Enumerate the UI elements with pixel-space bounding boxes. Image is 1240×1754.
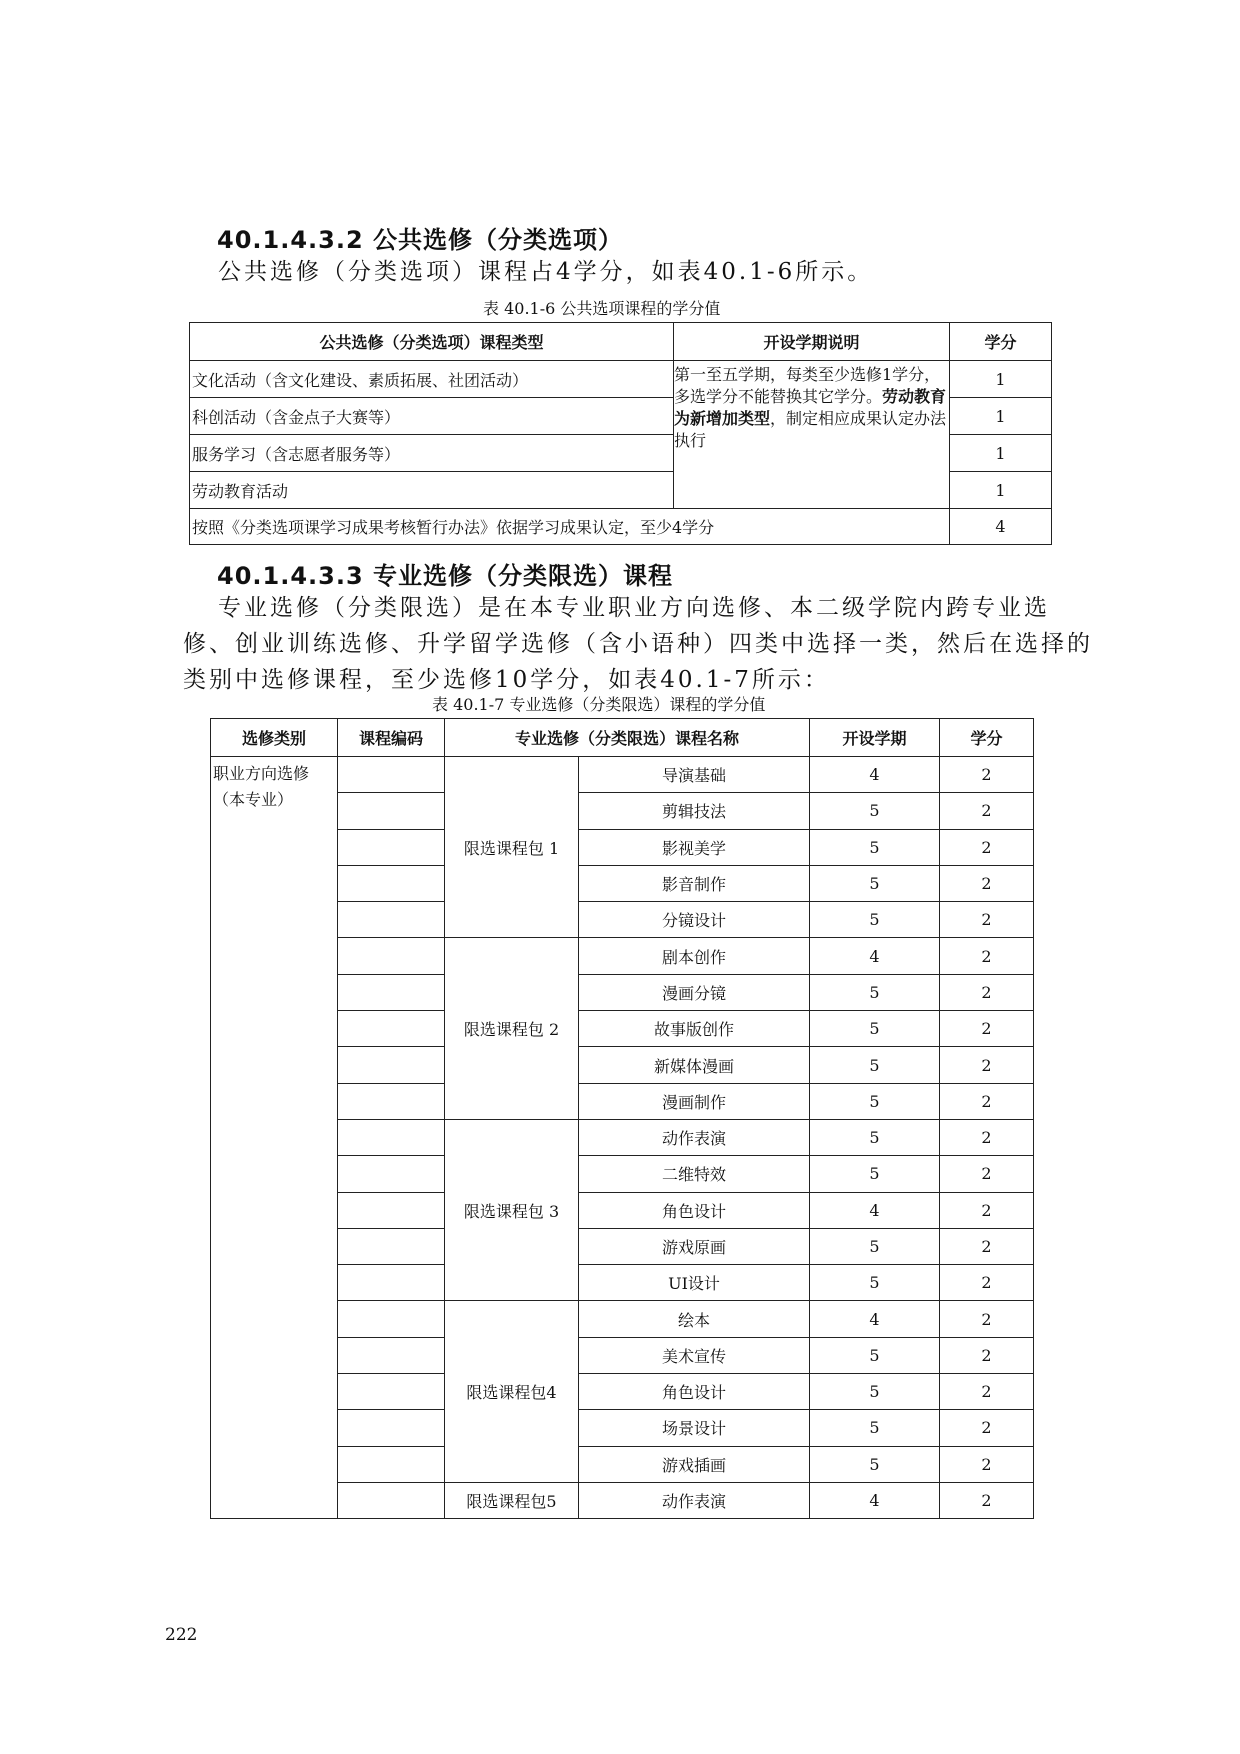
course-term: 5: [810, 1083, 940, 1119]
course-term: 4: [810, 1192, 940, 1228]
course-credit: 2: [940, 1410, 1034, 1446]
course-name: 美术宣传: [579, 1337, 810, 1373]
table-header: 课程编码: [338, 719, 445, 757]
term-note-text: ，制定相应成果认定办法执行: [674, 409, 947, 450]
course-code-cell: [338, 1083, 445, 1119]
course-code-cell: [338, 1337, 445, 1373]
course-credit: 2: [940, 938, 1034, 974]
course-name: UI设计: [579, 1265, 810, 1301]
course-code-cell: [338, 1410, 445, 1446]
course-name: 影音制作: [579, 865, 810, 901]
course-name: 导演基础: [579, 757, 810, 793]
course-credit: 2: [940, 1192, 1034, 1228]
course-term: 4: [810, 757, 940, 793]
course-name: 游戏插画: [579, 1446, 810, 1482]
course-credit: 2: [940, 829, 1034, 865]
package-name: 限选课程包 2: [445, 938, 579, 1119]
table-header: 专业选修（分类限选）课程名称: [445, 719, 810, 757]
table-cell: 1: [950, 361, 1052, 398]
course-name: 场景设计: [579, 1410, 810, 1446]
course-term: 5: [810, 793, 940, 829]
table-cell: 1: [950, 435, 1052, 472]
course-code-cell: [338, 793, 445, 829]
course-term: 4: [810, 1482, 940, 1518]
course-credit: 2: [940, 1156, 1034, 1192]
course-code-cell: [338, 1374, 445, 1410]
term-note: [674, 361, 950, 509]
table-header: 公共选修（分类选项）课程类型: [190, 323, 674, 361]
course-term: 5: [810, 1410, 940, 1446]
package-name: 限选课程包5: [445, 1482, 579, 1518]
course-name: 动作表演: [579, 1119, 810, 1155]
course-term: 5: [810, 865, 940, 901]
course-credit: 2: [940, 865, 1034, 901]
course-term: 5: [810, 1265, 940, 1301]
course-credit: 2: [940, 1265, 1034, 1301]
course-credit: 2: [940, 1301, 1034, 1337]
course-name: 动作表演: [579, 1482, 810, 1518]
table-header: 学分: [950, 323, 1052, 361]
section-paragraph-public-electives: 公共选修（分类选项）课程占4学分，如表40.1-6所示。: [218, 259, 874, 285]
public-electives-table: [189, 322, 1052, 545]
table-header: 开设学期: [810, 719, 940, 757]
table-header: 学分: [940, 719, 1034, 757]
package-name: 限选课程包4: [445, 1301, 579, 1482]
course-credit: 2: [940, 1482, 1034, 1518]
table-cell: 4: [950, 509, 1052, 545]
course-name: 新媒体漫画: [579, 1047, 810, 1083]
course-name: 角色设计: [579, 1192, 810, 1228]
course-code-cell: [338, 974, 445, 1010]
course-term: 5: [810, 974, 940, 1010]
table-header: 选修类别: [211, 719, 338, 757]
course-name: 游戏原画: [579, 1228, 810, 1264]
course-name: 二维特效: [579, 1156, 810, 1192]
course-credit: 2: [940, 1047, 1034, 1083]
course-term: 5: [810, 1374, 940, 1410]
course-term: 5: [810, 829, 940, 865]
section-heading-public-electives: 40.1.4.3.2 公共选修（分类选项）: [217, 226, 624, 254]
course-code-cell: [338, 938, 445, 974]
table-cell: 1: [950, 472, 1052, 509]
course-credit: 2: [940, 757, 1034, 793]
course-credit: 2: [940, 1337, 1034, 1373]
section-heading-professional-electives: 40.1.4.3.3 专业选修（分类限选）课程: [217, 562, 674, 590]
course-term: 5: [810, 1446, 940, 1482]
course-name: 影视美学: [579, 829, 810, 865]
course-term: 5: [810, 1119, 940, 1155]
course-term: 4: [810, 1301, 940, 1337]
course-term: 4: [810, 938, 940, 974]
course-credit: 2: [940, 793, 1034, 829]
course-code-cell: [338, 1228, 445, 1264]
course-credit: 2: [940, 902, 1034, 938]
section-paragraph-professional-electives: 专业选修（分类限选）是在本专业职业方向选修、本二级学院内跨专业选修、创业训练选修、升学留学选修（含小语种）四类中选择一类，然后在选择的类别中选修课程，至少选修10学分，如表40.1-7所示：: [183, 595, 1093, 693]
course-term: 5: [810, 1011, 940, 1047]
course-credit: 2: [940, 974, 1034, 1010]
course-code-cell: [338, 1156, 445, 1192]
course-credit: 2: [940, 1011, 1034, 1047]
course-name: 角色设计: [579, 1374, 810, 1410]
course-name: 剪辑技法: [579, 793, 810, 829]
course-term: 5: [810, 1337, 940, 1373]
course-code-cell: [338, 1119, 445, 1155]
term-note-text: 第一至五学期，每类至少选修1学分，多选学分不能替换其它学分。: [674, 365, 941, 406]
table-header: 开设学期说明: [674, 323, 950, 361]
course-name: 漫画分镜: [579, 974, 810, 1010]
course-code-cell: [338, 902, 445, 938]
table-caption: 表 40.1-7 专业选修（分类限选）课程的学分值: [432, 695, 766, 714]
course-credit: 2: [940, 1083, 1034, 1119]
course-code-cell: [338, 829, 445, 865]
page-number: 222: [165, 1625, 198, 1645]
course-code-cell: [338, 1482, 445, 1518]
table-cell: 劳动教育活动: [190, 472, 674, 509]
professional-electives-table: [210, 718, 1034, 1519]
course-credit: 2: [940, 1374, 1034, 1410]
table-cell: 1: [950, 398, 1052, 435]
course-term: 5: [810, 902, 940, 938]
course-name: 剧本创作: [579, 938, 810, 974]
table-row: [211, 757, 1034, 793]
package-name: 限选课程包 1: [445, 757, 579, 938]
course-name: 漫画制作: [579, 1083, 810, 1119]
course-term: 5: [810, 1156, 940, 1192]
course-term: 5: [810, 1228, 940, 1264]
course-code-cell: [338, 865, 445, 901]
course-name: 绘本: [579, 1301, 810, 1337]
course-credit: 2: [940, 1228, 1034, 1264]
course-term: 5: [810, 1047, 940, 1083]
course-code-cell: [338, 1011, 445, 1047]
table-cell: 服务学习（含志愿者服务等）: [190, 435, 674, 472]
table-caption: 表 40.1-6 公共选项课程的学分值: [483, 299, 721, 318]
course-code-cell: [338, 1301, 445, 1337]
course-code-cell: [338, 1192, 445, 1228]
table-cell: 文化活动（含文化建设、素质拓展、社团活动）: [190, 361, 674, 398]
course-name: 故事版创作: [579, 1011, 810, 1047]
course-credit: 2: [940, 1446, 1034, 1482]
course-code-cell: [338, 1047, 445, 1083]
course-code-cell: [338, 1446, 445, 1482]
elective-category: 职业方向选修（本专业）: [211, 757, 338, 1519]
package-name: 限选课程包 3: [445, 1119, 579, 1300]
course-name: 分镜设计: [579, 902, 810, 938]
table-cell: 按照《分类选项课学习成果考核暂行办法》依据学习成果认定，至少4学分: [190, 509, 950, 545]
term-note-bold: 劳动教育为新增加类型: [674, 387, 947, 428]
course-code-cell: [338, 1265, 445, 1301]
table-cell: 科创活动（含金点子大赛等）: [190, 398, 674, 435]
course-credit: 2: [940, 1119, 1034, 1155]
course-code-cell: [338, 757, 445, 793]
